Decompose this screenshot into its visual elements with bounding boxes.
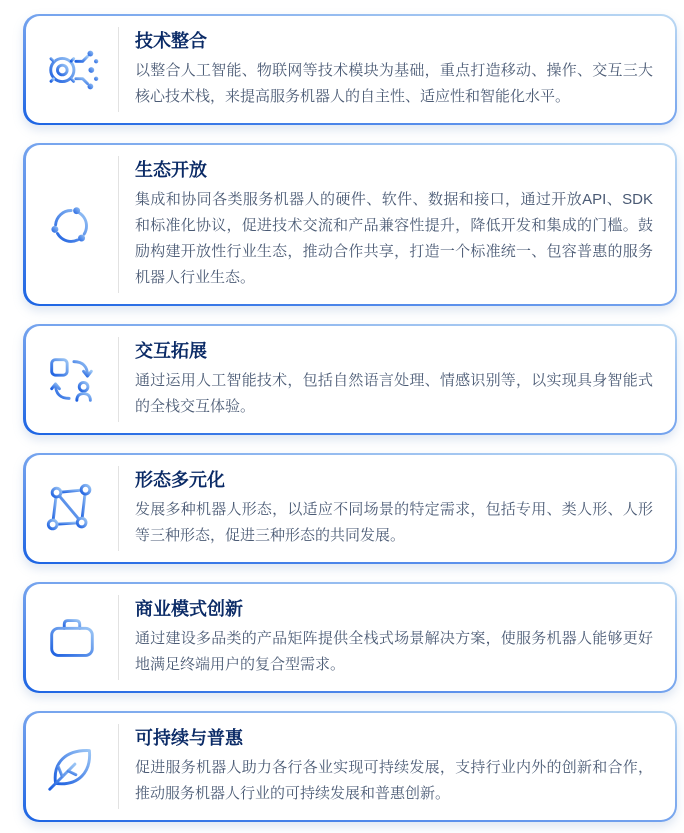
card-inner	[26, 455, 675, 562]
feature-card-ecosystem-open	[23, 143, 677, 306]
ecosystem-circle-icon	[26, 145, 118, 304]
card-inner	[26, 584, 675, 691]
card-inner	[26, 16, 675, 123]
card-inner	[26, 713, 675, 820]
card-body: 通过运用人工智能技术，包括自然语言处理、情感识别等，以实现具身智能式的全栈交互体验。	[135, 372, 653, 415]
card-body: 发展多种机器人形态，以适应不同场景的特定需求，包括专用、类人形、人形等三种形态，促进三种形态的共同发展。	[135, 501, 653, 544]
card-inner	[26, 326, 675, 433]
network-nodes-icon	[26, 455, 118, 562]
feature-card-tech-integration	[23, 14, 677, 125]
card-title: 技术整合	[135, 31, 207, 51]
leaf-icon	[26, 713, 118, 820]
card-body: 以整合人工智能、物联网等技术模块为基础，重点打造移动、操作、交互三大核心技术栈，来提高服务机器人的自主性、适应性和智能化水平。	[135, 62, 653, 105]
card-title: 交互拓展	[135, 341, 207, 361]
interaction-arrows-icon	[26, 326, 118, 433]
card-inner	[26, 145, 675, 304]
card-title: 可持续与普惠	[135, 728, 243, 748]
card-body: 集成和协同各类服务机器人的硬件、软件、数据和接口，通过开放API、SDK和标准化协议，促进技术交流和产品兼容性提升，降低开发和集成的门槛。鼓励构建开放性行业生态，推动合作共享，打造一个标准统一、包容普惠的服务机器人行业生态。	[135, 191, 653, 286]
feature-card-interaction-expand	[23, 324, 677, 435]
card-text	[119, 16, 675, 123]
card-text	[119, 713, 675, 820]
card-text	[119, 326, 675, 433]
card-text	[119, 455, 675, 562]
feature-card-sustainability	[23, 711, 677, 822]
card-title: 生态开放	[135, 160, 207, 180]
feature-card-business-model	[23, 582, 677, 693]
card-body: 促进服务机器人助力各行各业实现可持续发展，支持行业内外的创新和合作，推动服务机器人行业的可持续发展和普惠创新。	[135, 759, 653, 802]
card-text	[119, 584, 675, 691]
card-title: 商业模式创新	[135, 599, 243, 619]
feature-card-form-diversity	[23, 453, 677, 564]
card-text	[119, 145, 675, 304]
briefcase-icon	[26, 584, 118, 691]
gear-circuit-icon	[26, 16, 118, 123]
card-body: 通过建设多品类的产品矩阵提供全栈式场景解决方案，使服务机器人能够更好地满足终端用户的复合型需求。	[135, 630, 653, 673]
card-title: 形态多元化	[135, 470, 225, 490]
